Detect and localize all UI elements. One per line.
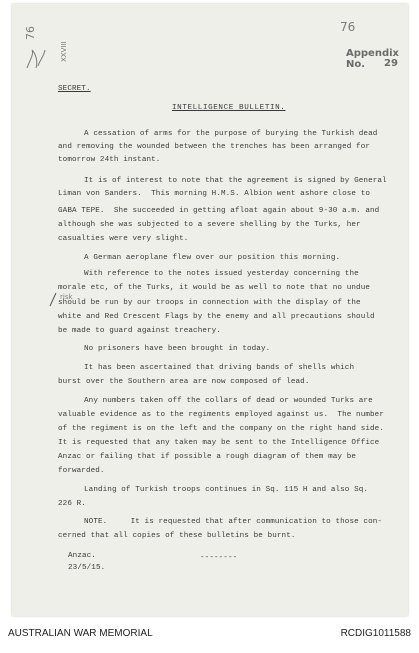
pencil-scribble-icon [24,46,48,72]
footer-record-id: RCDIG1011588 [340,628,411,639]
body-line: tomorrow 24th instant. [58,156,161,164]
handwritten-insertion: risk [60,293,73,301]
body-line: forwarded. [58,467,105,475]
footer-archive-name: AUSTRALIAN WAR MEMORIAL [8,628,153,639]
body-line: cerned that all copies of these bulletins be burnt. [58,532,296,540]
body-line: It is of interest to note that the agreement is signed by General [84,177,387,185]
body-line: morale etc, of the Turks, it would be as well to note that no undue [58,284,371,292]
left-top-number: 76 [24,26,37,40]
body-line: should be run by our troops in connection with the display of the [58,299,361,307]
body-line: A cessation of arms for the purpose of burying the Turkish dead [84,130,378,138]
body-line: It has been ascertained that driving bands of shells which [84,364,355,372]
sign-off-place: Anzac. [68,552,96,560]
page-number-pencil: 76 [340,20,356,34]
body-line: NOTE. It is requested that after communication to those con- [84,518,383,526]
insertion-caret-icon [48,292,58,308]
body-line: casualties were very slight. [58,235,189,243]
bulletin-title: INTELLIGENCE BULLETIN. [172,104,286,112]
closing-rule: -------- [200,554,238,562]
body-line: although she was subjected to a severe shelling by the Turks, her [58,221,361,229]
sign-off-date: 23/5/15. [68,564,106,572]
body-line: white and Red Crescent Flags by the enemy and all precautions should [58,313,375,321]
body-line: of the regiment is on the left and the company on the right hand side. [58,425,384,433]
body-line: GABA TEPE. She succeeded in getting afloat again about 9-30 a.m. and [58,207,380,215]
body-line: With reference to the notes issued yesterday concerning the [84,270,359,278]
appendix-number: 29 [384,58,398,69]
body-line: It is requested that any taken may be sent to the Intelligence Office [58,439,380,447]
body-line: A German aeroplane flew over our position this morning. [84,254,341,262]
body-line: and removing the wounded between the trenches has been arranged for [58,143,371,151]
body-line: be made to guard against treachery. [58,327,221,335]
body-line: 226 R. [58,500,86,508]
body-line: Any numbers taken off the collars of dead or wounded Turks are [84,397,373,405]
rotated-note: XXVIII [60,41,68,62]
appendix-stamp: Appendix No. [346,48,399,70]
body-line: Anzac or failing that if possible a rough diagram of them may be [58,453,357,461]
body-line: Landing of Turkish troops continues in Sq. 115 H and also Sq. [84,486,369,494]
classification-heading: SECRET. [58,85,91,93]
body-line: Liman von Sanders. This morning H.M.S. Albion went ashore close to [58,190,371,198]
body-line: burst over the Southern area are now composed of lead. [58,378,310,386]
body-line: No prisoners have been brought in today. [84,345,271,353]
body-line: valuable evidence as to the regiments employed against us. The number [58,411,384,419]
